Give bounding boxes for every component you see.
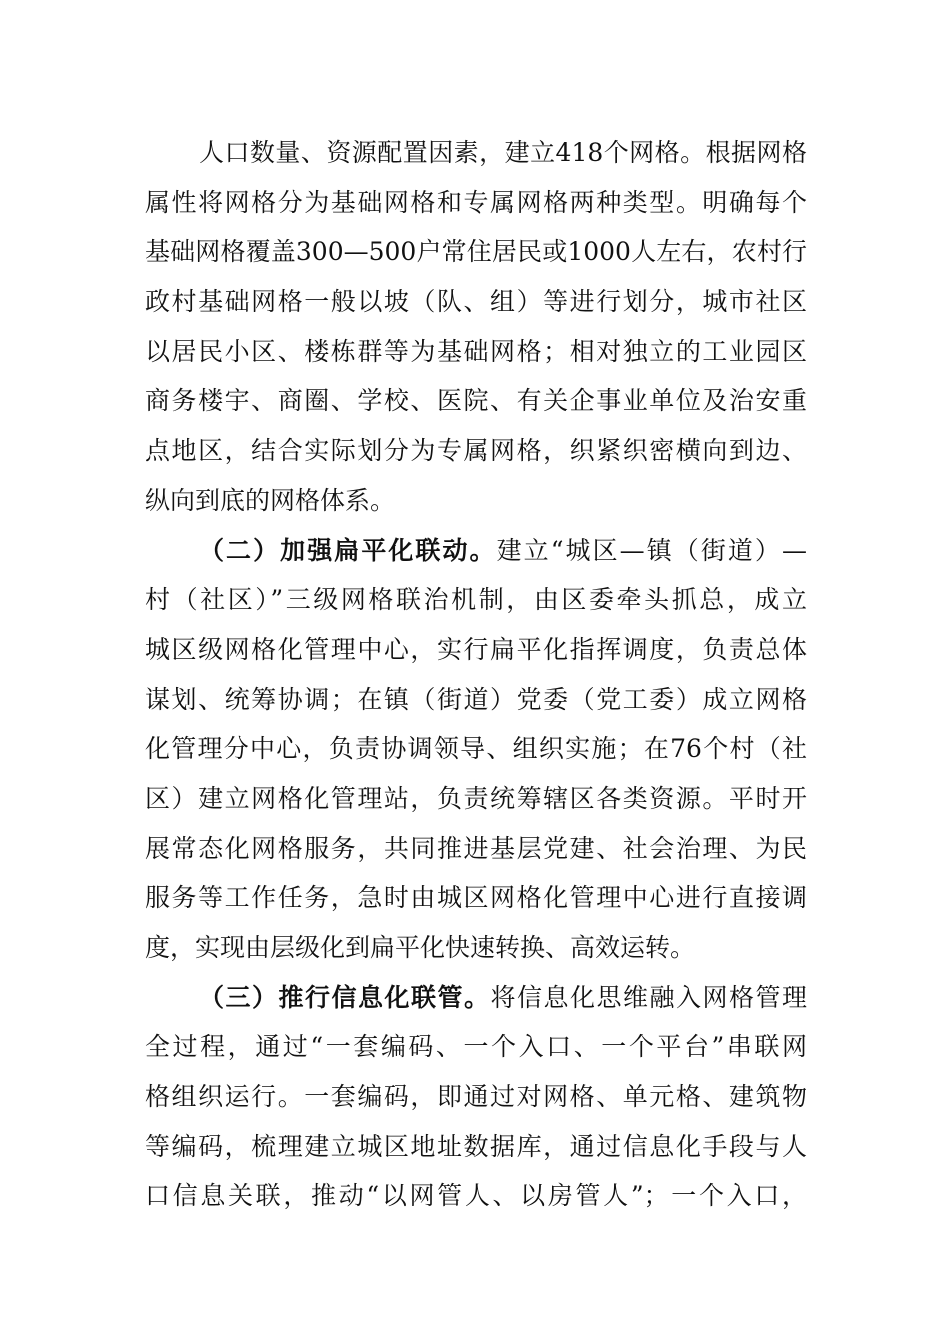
text-run: 将信息化思维融入网格管理	[490, 982, 807, 1012]
text-line	[145, 979, 807, 1029]
text-line: 度，实现由层级化到扁平化快速转换、高效运转。	[145, 933, 696, 962]
text-line: 人口数量、资源配置因素，建立418个网格。根据网格	[199, 138, 807, 167]
section-heading: （二）加强扁平化联动。	[199, 535, 497, 565]
text-run: 建立“城区—镇（街道）—	[496, 535, 807, 565]
document-page	[145, 134, 807, 1227]
text-line: 口信息关联，推动“以网管人、以房管人”；一个入口，	[145, 1181, 807, 1211]
paragraph-flat-linkage	[145, 532, 807, 979]
text-line: 商务楼宇、商圈、学校、医院、有关企事业单位及治安重	[145, 386, 807, 416]
section-heading: （三）推行信息化联管。	[199, 982, 491, 1012]
text-line: 村（社区）”三级网格联治机制，由区委牵头抓总，成立	[145, 585, 807, 615]
text-line: 城区级网格化管理中心，实行扁平化指挥调度，负责总体	[145, 634, 807, 664]
text-line: 全过程，通过“一套编码、一个入口、一个平台”串联网	[145, 1032, 807, 1062]
text-line: 化管理分中心，负责协调领导、组织实施；在76个村（社	[145, 734, 807, 764]
text-line: 纵向到底的网格体系。	[145, 485, 396, 515]
text-line: 属性将网格分为基础网格和专属网格两种类型。明确每个	[145, 187, 807, 217]
text-line: 政村基础网格一般以坡（队、组）等进行划分，城市社区	[145, 287, 807, 317]
text-line: 等编码，梳理建立城区地址数据库，通过信息化手段与人	[145, 1131, 807, 1161]
text-line: 以居民小区、楼栋群等为基础网格；相对独立的工业园区	[145, 336, 807, 366]
text-line: 格组织运行。一套编码，即通过对网格、单元格、建筑物	[145, 1082, 807, 1112]
paragraph-grid-division	[145, 134, 807, 532]
text-line: 谋划、统筹协调；在镇（街道）党委（党工委）成立网格	[145, 684, 807, 714]
paragraph-information-management	[145, 979, 807, 1227]
text-line: 服务等工作任务，急时由城区网格化管理中心进行直接调	[145, 883, 807, 913]
text-line	[145, 532, 807, 582]
text-line: 区）建立网格化管理站，负责统筹辖区各类资源。平时开	[145, 783, 807, 813]
text-line: 点地区，结合实际划分为专属网格，织紧织密横向到边、	[145, 436, 807, 466]
text-line: 展常态化网格服务，共同推进基层党建、社会治理、为民	[145, 833, 807, 863]
text-line: 基础网格覆盖300—500户常住居民或1000人左右，农村行	[145, 237, 807, 267]
